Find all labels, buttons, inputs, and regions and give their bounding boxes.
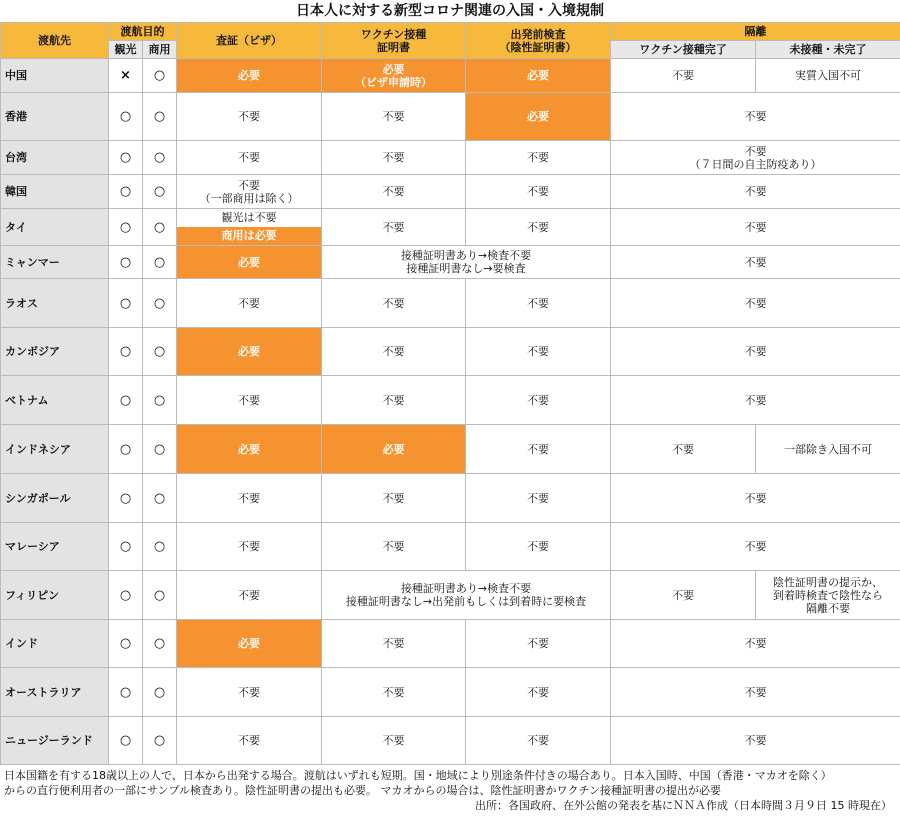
- pretest-cell: 不要: [466, 141, 611, 175]
- table-row: [1, 59, 900, 93]
- pretest-cell: 不要: [466, 209, 611, 246]
- pretest-cell: 不要: [466, 425, 611, 474]
- vaccine-cell: 必要: [322, 425, 466, 474]
- tourism-mark: ○: [109, 93, 143, 141]
- visa-cell: 不要: [177, 668, 322, 717]
- header-vaccinated: ワクチン接種完了: [611, 41, 756, 59]
- quarantine-cell: 不要: [611, 279, 900, 328]
- table-row: [1, 668, 900, 717]
- visa-cell: 必要: [177, 59, 322, 93]
- vaccine-cell: 不要: [322, 376, 466, 425]
- country-name: ニュージーランド: [1, 717, 109, 765]
- vaccine-cell: 不要: [322, 328, 466, 376]
- quarantine-vaccinated-cell: 不要: [611, 425, 756, 474]
- quarantine-vaccinated-cell: 不要: [611, 571, 756, 620]
- country-name: ベトナム: [1, 376, 109, 425]
- pretest-cell: 必要: [466, 59, 611, 93]
- table-row: [1, 571, 900, 620]
- pretest-cell: 不要: [466, 717, 611, 765]
- vaccine-rule-line: 接種証明書あり→検査不要: [400, 582, 532, 595]
- visa-note: （一部商用は除く）: [199, 191, 299, 205]
- header-destination: 渡航先: [1, 23, 109, 59]
- quarantine-cell: 不要: [611, 620, 900, 668]
- country-name: 韓国: [1, 175, 109, 209]
- quarantine-cell: 不要: [611, 668, 900, 717]
- business-mark: ○: [143, 717, 177, 765]
- header-visa: 査証（ビザ）: [177, 23, 322, 59]
- vaccine-cell: 不要: [322, 175, 466, 209]
- footnote: [4, 768, 896, 813]
- regulation-table: [0, 22, 900, 765]
- quarantine-cell: 不要: [611, 246, 900, 279]
- header-pretest: 出発前検査 （陰性証明書）: [466, 23, 611, 59]
- visa-cell: 不要: [177, 474, 322, 523]
- country-name: インドネシア: [1, 425, 109, 474]
- business-mark: ○: [143, 279, 177, 328]
- tourism-mark: ○: [109, 474, 143, 523]
- page-title: 日本人に対する新型コロナ関連の入国・入境規制: [296, 3, 604, 19]
- quarantine-unvaccinated-cell: 一部除き入国不可: [756, 425, 900, 474]
- table-row: [1, 93, 900, 141]
- vaccine-cell: 不要: [322, 523, 466, 571]
- quarantine-cell: 不要: [611, 474, 900, 523]
- quarantine-unvaccinated-cell: [756, 571, 900, 620]
- vaccine-cell: 不要: [322, 93, 466, 141]
- vaccine-rule-line: 接種証明書なし→出発前もしくは到着時に要検査: [345, 595, 587, 608]
- pretest-cell: 不要: [466, 474, 611, 523]
- business-mark: ○: [143, 175, 177, 209]
- pretest-cell: 不要: [466, 376, 611, 425]
- country-name: 中国: [1, 59, 109, 93]
- vaccine-rule-line: 接種証明書あり→検査不要: [400, 249, 532, 262]
- business-mark: ○: [143, 376, 177, 425]
- pretest-cell: 必要: [466, 93, 611, 141]
- vaccine-cell: 不要: [322, 279, 466, 328]
- tourism-mark: ○: [109, 246, 143, 279]
- visa-tourism-note: 観光は不要: [221, 211, 277, 224]
- vaccine-cell: 不要: [322, 717, 466, 765]
- country-name: ミャンマー: [1, 246, 109, 279]
- quarantine-cell: [611, 141, 900, 175]
- business-mark: ○: [143, 523, 177, 571]
- tourism-mark: ○: [109, 209, 143, 246]
- pretest-cell: 不要: [466, 175, 611, 209]
- quarantine-value: 不要: [744, 144, 767, 158]
- header-quarantine: 隔離: [611, 23, 900, 41]
- visa-cell: 不要: [177, 717, 322, 765]
- country-name: 香港: [1, 93, 109, 141]
- footnote-line: 日本国籍を有する18歳以上の人で、日本から出発する場合。渡航はいずれも短期。国・地域により別途条件付きの場合あり。日本入国時、中国（香港・マカオを除く）: [4, 769, 832, 782]
- tourism-mark: ○: [109, 141, 143, 175]
- header-vaccine: ワクチン接種 証明書: [322, 23, 466, 59]
- vaccine-cell: 不要: [322, 620, 466, 668]
- visa-cell: 不要: [177, 571, 322, 620]
- vaccine-cell: 不要: [322, 474, 466, 523]
- vaccine-cell: 不要: [322, 209, 466, 246]
- table-row: [1, 523, 900, 571]
- table-row: [1, 175, 900, 209]
- tourism-mark: ○: [109, 328, 143, 376]
- country-name: シンガポール: [1, 474, 109, 523]
- pretest-cell: 不要: [466, 328, 611, 376]
- country-name: タイ: [1, 209, 109, 246]
- pretest-cell: 不要: [466, 279, 611, 328]
- visa-cell: 不要: [177, 279, 322, 328]
- visa-cell: 必要: [177, 620, 322, 668]
- visa-cell: 不要: [177, 141, 322, 175]
- vaccine-cell: 必要 （ビザ申請時）: [322, 59, 466, 93]
- tourism-mark: ○: [109, 425, 143, 474]
- header-business: 商用: [143, 41, 177, 59]
- quarantine-cell: 不要: [611, 175, 900, 209]
- header-tourism: 観光: [109, 41, 143, 59]
- country-name: マレーシア: [1, 523, 109, 571]
- visa-cell: 必要: [177, 328, 322, 376]
- table-row: [1, 425, 900, 474]
- visa-cell: 必要: [177, 425, 322, 474]
- tourism-mark: ○: [109, 523, 143, 571]
- quarantine-note: （７日間の自主防疫あり）: [689, 157, 822, 171]
- business-mark: ○: [143, 425, 177, 474]
- table-row: [1, 209, 900, 246]
- business-mark: ○: [143, 571, 177, 620]
- table-row: [1, 717, 900, 765]
- quarantine-cell: 不要: [611, 717, 900, 765]
- quarantine-rule-line: 陰性証明書の提示か、: [773, 575, 883, 589]
- footnote-line: からの直行便利用者の一部にサンプル検査あり。陰性証明書の提出も必要。 マカオからの場合は、陰性証明書かワクチン接種証明書の提出が必要: [4, 784, 721, 797]
- country-name: ラオス: [1, 279, 109, 328]
- country-name: 台湾: [1, 141, 109, 175]
- vaccine-pretest-cell: [322, 571, 611, 620]
- country-name: フィリピン: [1, 571, 109, 620]
- vaccine-pretest-cell: [322, 246, 611, 279]
- business-mark: ○: [143, 620, 177, 668]
- visa-cell: 不要: [177, 523, 322, 571]
- header-unvaccinated: 未接種・未完了: [756, 41, 900, 59]
- vaccine-cell: 不要: [322, 141, 466, 175]
- table-row: [1, 246, 900, 279]
- quarantine-cell: 不要: [611, 328, 900, 376]
- tourism-mark: ×: [109, 59, 143, 93]
- business-mark: ○: [143, 246, 177, 279]
- pretest-cell: 不要: [466, 620, 611, 668]
- business-mark: ○: [143, 328, 177, 376]
- header-purpose: 渡航目的: [109, 23, 177, 41]
- business-mark: ○: [143, 141, 177, 175]
- visa-cell: 不要: [177, 376, 322, 425]
- source-note: 出所：各国政府、在外公館の発表を基にＮＮＡ作成（日本時間３月９日 15 時現在）: [475, 799, 892, 812]
- tourism-mark: ○: [109, 571, 143, 620]
- quarantine-cell: 不要: [611, 376, 900, 425]
- quarantine-rule-line: 到着時検査で陰性なら: [773, 588, 883, 602]
- business-mark: ○: [143, 668, 177, 717]
- vaccine-cell: 不要: [322, 668, 466, 717]
- visa-cell: 必要: [177, 246, 322, 279]
- pretest-cell: 不要: [466, 668, 611, 717]
- tourism-mark: ○: [109, 175, 143, 209]
- visa-cell: 不要: [177, 93, 322, 141]
- country-name: カンボジア: [1, 328, 109, 376]
- tourism-mark: ○: [109, 668, 143, 717]
- business-mark: ○: [143, 474, 177, 523]
- business-mark: ○: [143, 209, 177, 246]
- quarantine-cell: 不要: [611, 209, 900, 246]
- table-row: [1, 474, 900, 523]
- visa-cell: [177, 209, 322, 246]
- quarantine-unvaccinated-cell: 実質入国不可: [756, 59, 900, 93]
- pretest-cell: 不要: [466, 523, 611, 571]
- country-name: インド: [1, 620, 109, 668]
- quarantine-cell: 不要: [611, 93, 900, 141]
- tourism-mark: ○: [109, 620, 143, 668]
- quarantine-cell: 不要: [611, 523, 900, 571]
- tourism-mark: ○: [109, 376, 143, 425]
- vaccine-rule-line: 接種証明書なし→要検査: [406, 262, 526, 275]
- table-row: [1, 620, 900, 668]
- quarantine-rule-line: 隔離不要: [806, 601, 850, 615]
- visa-cell: [177, 175, 322, 209]
- tourism-mark: ○: [109, 717, 143, 765]
- business-mark: ○: [143, 59, 177, 93]
- quarantine-vaccinated-cell: 不要: [611, 59, 756, 93]
- visa-value: 不要: [238, 178, 260, 192]
- business-mark: ○: [143, 93, 177, 141]
- country-name: オーストラリア: [1, 668, 109, 717]
- table-row: [1, 141, 900, 175]
- tourism-mark: ○: [109, 279, 143, 328]
- visa-business-note: 商用は必要: [177, 227, 321, 245]
- table-row: [1, 376, 900, 425]
- table-row: [1, 279, 900, 328]
- table-row: [1, 328, 900, 376]
